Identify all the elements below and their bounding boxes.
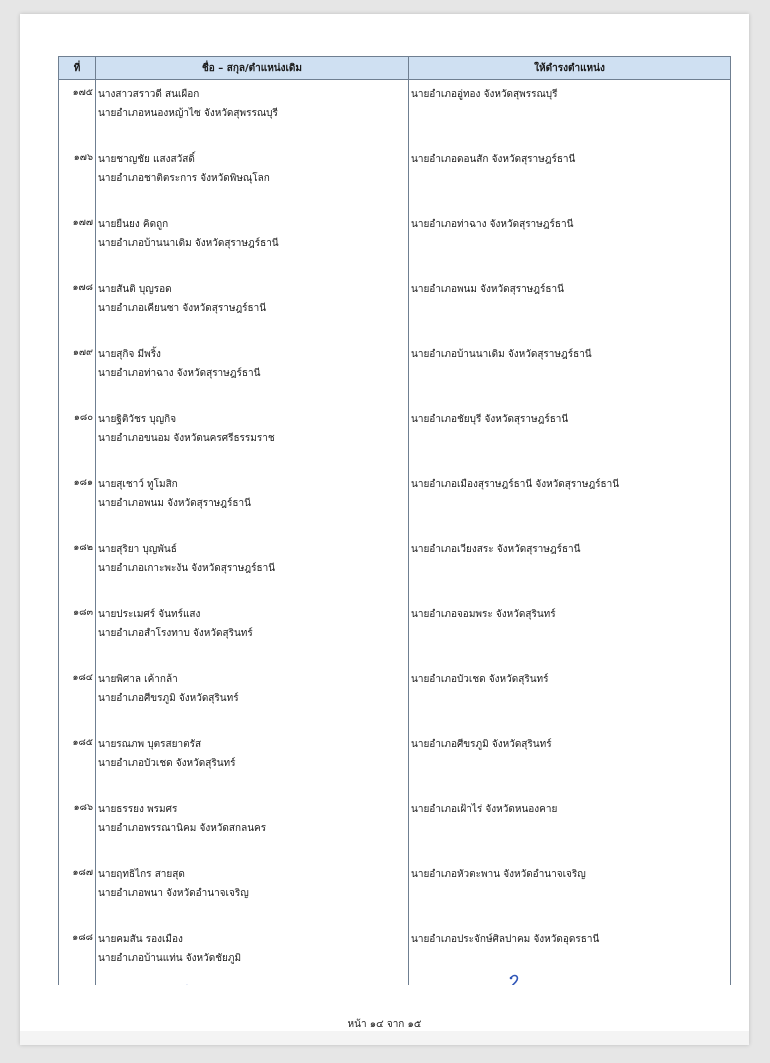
new-position: นายอำเภออู่ทอง จังหวัดสุพรรณบุรี [411, 89, 558, 100]
name-cell [96, 730, 409, 795]
new-position-cell [409, 275, 731, 340]
row-number: ๑๗๗ [59, 210, 96, 275]
table-row [59, 600, 731, 665]
name-cell [96, 600, 409, 665]
table-row [59, 275, 731, 340]
person-name: นายสุกิจ มีพริ้ง [98, 348, 161, 360]
new-position-cell [409, 405, 731, 470]
person-name: นายสันติ บุญรอด [98, 283, 172, 295]
old-position: นายอำเภอบ้านแท่น จังหวัดชัยภูมิ [98, 952, 242, 964]
person-name: นายรณภพ บุตรสยาตรัส [98, 738, 202, 750]
row-number: ๑๗๙ [59, 340, 96, 405]
new-position-cell [409, 730, 731, 795]
old-position: นายอำเภอเคียนซา จังหวัดสุราษฎร์ธานี [98, 302, 267, 314]
name-cell [96, 405, 409, 470]
name-cell [96, 925, 409, 985]
old-position: นายอำเภอหนองหญ้าไซ จังหวัดสุพรรณบุรี [98, 108, 278, 119]
new-position-cell [409, 665, 731, 730]
appointment-table [58, 56, 731, 985]
old-position: นายอำเภอพนา จังหวัดอำนาจเจริญ [98, 887, 249, 899]
table-body [59, 80, 731, 985]
table-row [59, 80, 731, 145]
new-position: นายอำเภอบัวเชด จังหวัดสุรินทร์ [411, 673, 549, 685]
person-name: นายยืนยง คิดถูก [98, 218, 169, 230]
row-number: ๑๘๑ [59, 470, 96, 535]
new-position: นายอำเภอเฝ้าไร่ จังหวัดหนองคาย [411, 803, 558, 815]
person-name: นายสุเชาว์ ทูโมสิก [98, 478, 178, 490]
row-number: ๑๘๕ [59, 730, 96, 795]
row-number: ๑๘๘ [59, 925, 96, 985]
old-position: นายอำเภอขนอม จังหวัดนครศรีธรรมราช [98, 432, 275, 444]
person-name: นายฤทธิไกร สายสุด [98, 868, 185, 880]
person-name: นายประเมศร์ จันทร์แสง [98, 608, 201, 620]
new-position-cell [409, 535, 731, 600]
person-name: นายคมสัน รองเมือง [98, 933, 183, 945]
row-number: ๑๘๗ [59, 860, 96, 925]
name-cell [96, 795, 409, 860]
name-cell [96, 860, 409, 925]
handwritten-signature-icon [180, 980, 214, 985]
old-position: นายอำเภอศีขรภูมิ จังหวัดสุรินทร์ [98, 692, 239, 704]
name-cell [96, 275, 409, 340]
new-position-cell [409, 860, 731, 925]
header-name: ชื่อ – สกุล/ตำแหน่งเดิม [96, 57, 409, 80]
row-number: ๑๘๐ [59, 405, 96, 470]
table-row [59, 730, 731, 795]
new-position: นายอำเภอศีขรภูมิ จังหวัดสุรินทร์ [411, 738, 552, 750]
new-position: นายอำเภอพนม จังหวัดสุราษฎร์ธานี [411, 283, 564, 295]
old-position: นายอำเภอพรรณานิคม จังหวัดสกลนคร [98, 822, 267, 834]
name-cell [96, 80, 409, 145]
old-position: นายอำเภอบัวเชด จังหวัดสุรินทร์ [98, 757, 236, 769]
document-page [20, 14, 749, 1045]
new-position-cell [409, 80, 731, 145]
new-position: นายอำเภอประจักษ์ศิลปาคม จังหวัดอุดรธานี [411, 933, 600, 945]
person-name: นางสาวสราวดี สนเผือก [98, 89, 200, 100]
table-row [59, 925, 731, 985]
new-position-cell [409, 925, 731, 985]
person-name: นายพิศาล เค้ากล้า [98, 673, 178, 685]
old-position: นายอำเภอเกาะพะงัน จังหวัดสุราษฎร์ธานี [98, 562, 276, 574]
new-position-cell [409, 470, 731, 535]
old-position: นายอำเภอท่าฉาง จังหวัดสุราษฎร์ธานี [98, 367, 261, 379]
new-position-cell [409, 795, 731, 860]
row-number: ๑๘๓ [59, 600, 96, 665]
new-position: นายอำเภอเมืองสุราษฎร์ธานี จังหวัดสุราษฎร์ธานี [411, 478, 620, 490]
row-number: ๑๘๖ [59, 795, 96, 860]
table-row [59, 860, 731, 925]
person-name: นายสุริยา บุญพันธ์ [98, 543, 177, 555]
new-position-cell [409, 600, 731, 665]
table-row [59, 210, 731, 275]
new-position: นายอำเภอหัวตะพาน จังหวัดอำนาจเจริญ [411, 868, 586, 880]
old-position: นายอำเภอสำโรงทาบ จังหวัดสุรินทร์ [98, 627, 253, 639]
table-row [59, 340, 731, 405]
row-number: ๑๘๔ [59, 665, 96, 730]
old-position: นายอำเภอบ้านนาเดิม จังหวัดสุราษฎร์ธานี [98, 237, 279, 249]
table-row [59, 795, 731, 860]
new-position: นายอำเภอบ้านนาเดิม จังหวัดสุราษฎร์ธานี [411, 348, 592, 360]
new-position-cell [409, 210, 731, 275]
name-cell [96, 210, 409, 275]
row-number: ๑๗๖ [59, 145, 96, 210]
row-number: ๑๘๒ [59, 535, 96, 600]
table-row [59, 665, 731, 730]
new-position: นายอำเภอชัยบุรี จังหวัดสุราษฎร์ธานี [411, 413, 569, 425]
name-cell [96, 145, 409, 210]
table-row [59, 145, 731, 210]
page-bottom-edge [20, 1031, 749, 1045]
new-position: นายอำเภอดอนสัก จังหวัดสุราษฎร์ธานี [411, 153, 576, 165]
new-position: นายอำเภอเวียงสระ จังหวัดสุราษฎร์ธานี [411, 543, 581, 555]
handwritten-initial-icon [507, 973, 521, 985]
header-no: ที่ [59, 57, 96, 80]
new-position: นายอำเภอจอมพระ จังหวัดสุรินทร์ [411, 608, 556, 620]
person-name: นายชาญชัย แสงสวัสดิ์ [98, 153, 195, 165]
table-row [59, 470, 731, 535]
name-cell [96, 470, 409, 535]
old-position: นายอำเภอชาติตระการ จังหวัดพิษณุโลก [98, 172, 270, 184]
person-name: นายธรรยง พรมศร [98, 803, 178, 815]
new-position: นายอำเภอท่าฉาง จังหวัดสุราษฎร์ธานี [411, 218, 574, 230]
name-cell [96, 665, 409, 730]
table-row [59, 535, 731, 600]
old-position: นายอำเภอพนม จังหวัดสุราษฎร์ธานี [98, 497, 251, 509]
header-position: ให้ดำรงตำแหน่ง [409, 57, 731, 80]
page-number: หน้า ๑๔ จาก ๑๕ [347, 1019, 422, 1030]
row-number: ๑๗๘ [59, 275, 96, 340]
table-header [59, 57, 731, 80]
table-row [59, 405, 731, 470]
person-name: นายฐิติวัชร บุญกิจ [98, 413, 177, 425]
row-number: ๑๗๕ [59, 80, 96, 145]
name-cell [96, 340, 409, 405]
new-position-cell [409, 340, 731, 405]
new-position-cell [409, 145, 731, 210]
name-cell [96, 535, 409, 600]
